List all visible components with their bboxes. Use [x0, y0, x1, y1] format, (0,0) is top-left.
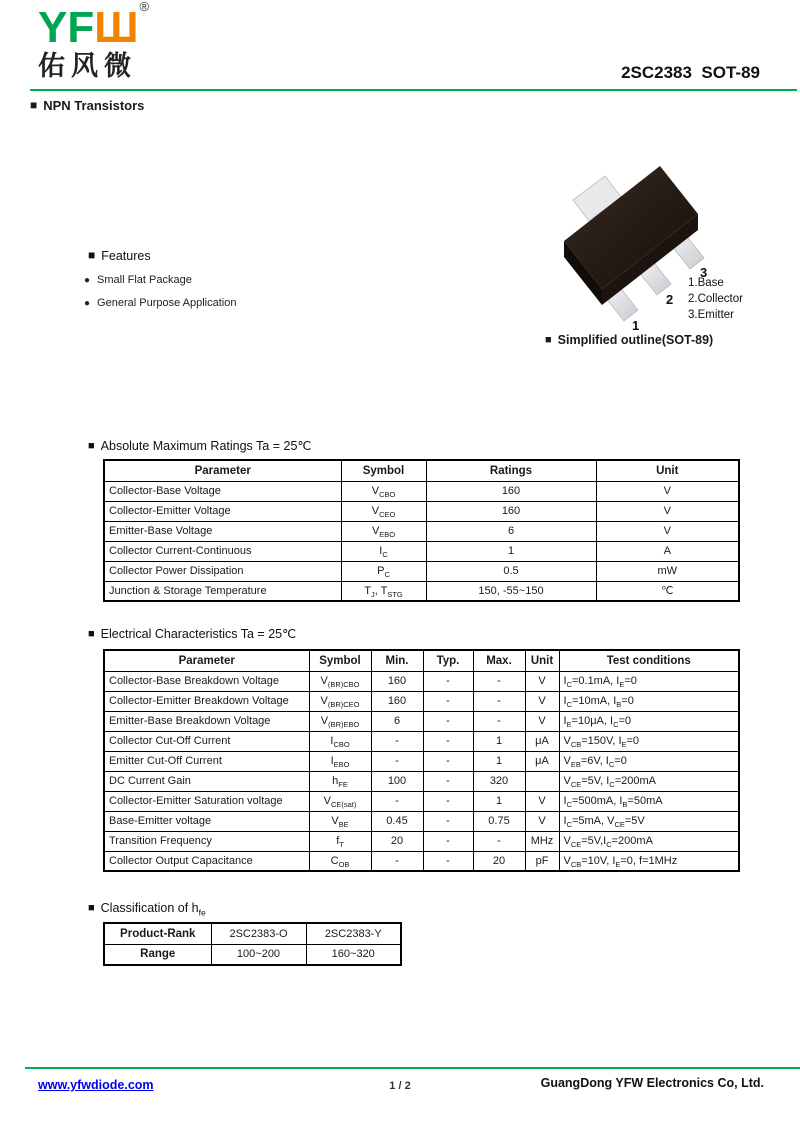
abs-max-table-head: [104, 460, 739, 481]
elec-cell-parameter: Collector-Emitter Breakdown Voltage: [104, 691, 309, 711]
abs-max-cell-ratings: 160: [426, 501, 596, 521]
abs-max-cell-unit: A: [596, 541, 739, 561]
elec-cell-min: 20: [371, 831, 423, 851]
elec-cell-parameter: Collector Cut-Off Current: [104, 731, 309, 751]
elec-cell-symbol: $h_{FE}$: [309, 771, 371, 791]
classification-table-body: [104, 923, 401, 965]
elec-row: [104, 691, 739, 711]
logo-w-icon: Ш: [94, 3, 139, 52]
elec-cell-parameter: Emitter-Base Breakdown Voltage: [104, 711, 309, 731]
elec-cell-max: 1: [473, 751, 525, 771]
abs-max-row: [104, 561, 739, 581]
elec-cell-parameter: Emitter Cut-Off Current: [104, 751, 309, 771]
elec-row: [104, 751, 739, 771]
elec-header-cell: Parameter: [104, 650, 309, 671]
company-logo: [38, 0, 150, 81]
elec-cell-symbol: $C_{OB}$: [309, 851, 371, 871]
elec-cell-max: 20: [473, 851, 525, 871]
abs-max-cell-symbol: $V_{EBO}$: [341, 521, 426, 541]
registered-trademark-icon: ®: [139, 0, 150, 14]
elec-table: [103, 649, 740, 872]
elec-cell-min: 160: [371, 691, 423, 711]
elec-cell-max: -: [473, 691, 525, 711]
elec-cell-test: $I_E=10\mu A$, $I_C=0$: [559, 711, 739, 731]
elec-cell-symbol: $V_{CE(sat)}$: [309, 791, 371, 811]
outline-caption: [545, 333, 713, 347]
abs-max-cell-parameter: Junction & Storage Temperature: [104, 581, 341, 601]
elec-cell-min: -: [371, 731, 423, 751]
elec-cell-max: -: [473, 711, 525, 731]
elec-header-cell: Max.: [473, 650, 525, 671]
elec-cell-test: $I_C=5mA$, $V_{CE}=5V$: [559, 811, 739, 831]
classification-title: [88, 901, 206, 918]
elec-header-cell: Min.: [371, 650, 423, 671]
elec-cell-test: $I_C=10mA$, $I_B=0$: [559, 691, 739, 711]
logo-wordmark: [38, 0, 150, 52]
page-number: 1 / 2: [389, 1080, 411, 1092]
elec-row: [104, 851, 739, 871]
website-link[interactable]: www.yfwdiode.com: [38, 1078, 154, 1092]
abs-max-table: [103, 459, 740, 602]
classification-table: [103, 922, 402, 966]
elec-cell-test: $I_C=500mA$, $I_B=50mA$: [559, 791, 739, 811]
elec-cell-symbol: $I_{CBO}$: [309, 731, 371, 751]
abs-max-cell-parameter: Collector-Base Voltage: [104, 481, 341, 501]
classification-value-cell: 2SC2383-O: [211, 923, 306, 944]
elec-cell-min: 100: [371, 771, 423, 791]
bullet-dot-icon: ●: [84, 275, 91, 286]
outline-caption-label: Simplified outline(SOT-89): [557, 333, 714, 347]
abs-max-cell-symbol: $V_{CBO}$: [341, 481, 426, 501]
category-label: NPN Transistors: [43, 98, 145, 113]
abs-max-header-cell: Parameter: [104, 460, 341, 481]
elec-cell-parameter: Collector-Emitter Saturation voltage: [104, 791, 309, 811]
abs-max-cell-ratings: 6: [426, 521, 596, 541]
elec-cell-unit: μA: [525, 731, 559, 751]
bullet-dot-icon: ●: [84, 298, 91, 309]
abs-max-cell-ratings: 160: [426, 481, 596, 501]
elec-cell-typ: -: [423, 691, 473, 711]
elec-cell-typ: -: [423, 791, 473, 811]
feature-item-label: General Purpose Application: [97, 297, 237, 309]
elec-cell-parameter: Transition Frequency: [104, 831, 309, 851]
elec-cell-max: -: [473, 831, 525, 851]
elec-row: [104, 671, 739, 691]
abs-max-title-label: Absolute Maximum Ratings Ta = 25℃: [100, 439, 312, 453]
elec-cell-unit: V: [525, 711, 559, 731]
elec-cell-typ: -: [423, 811, 473, 831]
abs-max-row: [104, 581, 739, 601]
section-bullet-icon: ■: [30, 98, 38, 112]
elec-header-cell: Typ.: [423, 650, 473, 671]
elec-row: [104, 711, 739, 731]
elec-cell-test: $V_{CB}=10V$, $I_E=0$, f=1MHz: [559, 851, 739, 871]
classification-label-cell: Product-Rank: [104, 923, 211, 944]
abs-max-header-cell: Symbol: [341, 460, 426, 481]
elec-cell-test: $V_{CB}=150V$, $I_E=0$: [559, 731, 739, 751]
elec-cell-typ: -: [423, 671, 473, 691]
abs-max-cell-symbol: $T_J$, $T_{STG}$: [341, 581, 426, 601]
elec-cell-max: 320: [473, 771, 525, 791]
abs-max-cell-symbol: $I_C$: [341, 541, 426, 561]
elec-cell-unit: V: [525, 791, 559, 811]
logo-chinese-name: 佑风微: [38, 51, 137, 81]
classification-label-cell: Range: [104, 944, 211, 965]
elec-cell-max: 1: [473, 731, 525, 751]
elec-cell-parameter: Collector-Base Breakdown Voltage: [104, 671, 309, 691]
abs-max-header-cell: Ratings: [426, 460, 596, 481]
pin-number-1: 1: [632, 318, 640, 331]
pin-number-2: 2: [666, 292, 674, 307]
elec-cell-typ: -: [423, 751, 473, 771]
abs-max-cell-unit: V: [596, 521, 739, 541]
elec-cell-max: 0.75: [473, 811, 525, 831]
abs-max-cell-parameter: Collector Current-Continuous: [104, 541, 341, 561]
elec-header-row: [104, 650, 739, 671]
feature-item: [84, 297, 236, 309]
abs-max-cell-symbol: $V_{CEO}$: [341, 501, 426, 521]
elec-cell-typ: -: [423, 711, 473, 731]
abs-max-row: [104, 501, 739, 521]
abs-max-cell-unit: mW: [596, 561, 739, 581]
features-title: [88, 249, 236, 263]
features-list: [84, 274, 237, 309]
classification-row: [104, 923, 401, 944]
section-bullet-icon: ■: [88, 440, 95, 452]
abs-max-row: [104, 481, 739, 501]
abs-max-cell-unit: V: [596, 501, 739, 521]
elec-cell-min: 160: [371, 671, 423, 691]
abs-max-title: [88, 438, 311, 453]
elec-table-head: [104, 650, 739, 671]
abs-max-cell-ratings: 0.5: [426, 561, 596, 581]
category-heading: [30, 98, 144, 113]
abs-max-cell-parameter: Collector Power Dissipation: [104, 561, 341, 581]
abs-max-cell-ratings: 1: [426, 541, 596, 561]
elec-cell-unit: pF: [525, 851, 559, 871]
features-title-label: Features: [101, 249, 151, 263]
elec-cell-typ: -: [423, 771, 473, 791]
elec-cell-unit: V: [525, 811, 559, 831]
feature-item: [84, 274, 236, 286]
abs-max-header-row: [104, 460, 739, 481]
elec-cell-symbol: $V_{(BR)CEO}$: [309, 691, 371, 711]
elec-cell-typ: -: [423, 731, 473, 751]
elec-cell-min: 6: [371, 711, 423, 731]
elec-cell-symbol: $V_{(BR)CBO}$: [309, 671, 371, 691]
elec-cell-unit: V: [525, 671, 559, 691]
abs-max-cell-unit: ℃: [596, 581, 739, 601]
section-bullet-icon: ■: [88, 902, 95, 914]
elec-header-cell: Symbol: [309, 650, 371, 671]
elec-cell-test: $I_C=0.1mA$, $I_E=0$: [559, 671, 739, 691]
elec-cell-test: $V_{EB}=6V$, $I_C=0$: [559, 751, 739, 771]
classification-title-label: Classification of $h_{fe}$: [100, 901, 206, 918]
elec-title: [88, 626, 296, 641]
elec-cell-test: $V_{CE}=5V$, $I_C=200mA$: [559, 771, 739, 791]
abs-max-cell-unit: V: [596, 481, 739, 501]
elec-cell-parameter: Collector Output Capacitance: [104, 851, 309, 871]
classification-value-cell: 100~200: [211, 944, 306, 965]
elec-cell-symbol: $f_T$: [309, 831, 371, 851]
elec-cell-parameter: DC Current Gain: [104, 771, 309, 791]
section-bullet-icon: ■: [88, 248, 96, 262]
pin-legend: [688, 275, 743, 323]
elec-row: [104, 791, 739, 811]
features-section: [84, 248, 237, 309]
elec-row: [104, 771, 739, 791]
elec-cell-typ: -: [423, 851, 473, 871]
header-rule: [30, 89, 797, 91]
elec-table-body: [104, 671, 739, 871]
pin-number-3: 3: [700, 265, 708, 280]
abs-max-header-cell: Unit: [596, 460, 739, 481]
elec-cell-symbol: $I_{EBO}$: [309, 751, 371, 771]
elec-cell-typ: -: [423, 831, 473, 851]
elec-cell-test: $V_{CE}=5V,I_C=200mA$: [559, 831, 739, 851]
abs-max-cell-parameter: Emitter-Base Voltage: [104, 521, 341, 541]
elec-cell-parameter: Base-Emitter voltage: [104, 811, 309, 831]
abs-max-table-body: [104, 481, 739, 601]
logo-text-yf: YF: [38, 3, 95, 52]
elec-cell-unit: [525, 771, 559, 791]
elec-cell-min: -: [371, 751, 423, 771]
elec-cell-min: 0.45: [371, 811, 423, 831]
elec-cell-min: -: [371, 851, 423, 871]
elec-row: [104, 811, 739, 831]
elec-cell-max: 1: [473, 791, 525, 811]
pin-legend-item: 2.Collector: [688, 293, 743, 305]
classification-value-cell: 2SC2383-Y: [306, 923, 401, 944]
elec-cell-unit: μA: [525, 751, 559, 771]
feature-item-label: Small Flat Package: [97, 274, 192, 286]
section-bullet-icon: ■: [545, 334, 552, 346]
abs-max-cell-ratings: 150, -55~150: [426, 581, 596, 601]
pin-legend-item: 1.Base: [688, 277, 724, 289]
elec-cell-unit: MHz: [525, 831, 559, 851]
elec-cell-min: -: [371, 791, 423, 811]
abs-max-cell-symbol: $P_C$: [341, 561, 426, 581]
elec-cell-max: -: [473, 671, 525, 691]
abs-max-cell-parameter: Collector-Emitter Voltage: [104, 501, 341, 521]
classification-value-cell: 160~320: [306, 944, 401, 965]
elec-row: [104, 731, 739, 751]
elec-cell-symbol: $V_{(BR)EBO}$: [309, 711, 371, 731]
abs-max-row: [104, 541, 739, 561]
elec-row: [104, 831, 739, 851]
elec-cell-symbol: $V_{BE}$: [309, 811, 371, 831]
elec-header-cell: Test conditions: [559, 650, 739, 671]
company-name: GuangDong YFW Electronics Co, Ltd.: [540, 1076, 764, 1090]
section-bullet-icon: ■: [88, 628, 95, 640]
elec-cell-unit: V: [525, 691, 559, 711]
classification-row: [104, 944, 401, 965]
elec-title-label: Electrical Characteristics Ta = 25℃: [100, 627, 297, 641]
page-title: 2SC2383 SOT-89: [621, 63, 760, 82]
abs-max-row: [104, 521, 739, 541]
pin-legend-item: 3.Emitter: [688, 309, 735, 321]
elec-header-cell: Unit: [525, 650, 559, 671]
footer-rule: [25, 1067, 800, 1069]
